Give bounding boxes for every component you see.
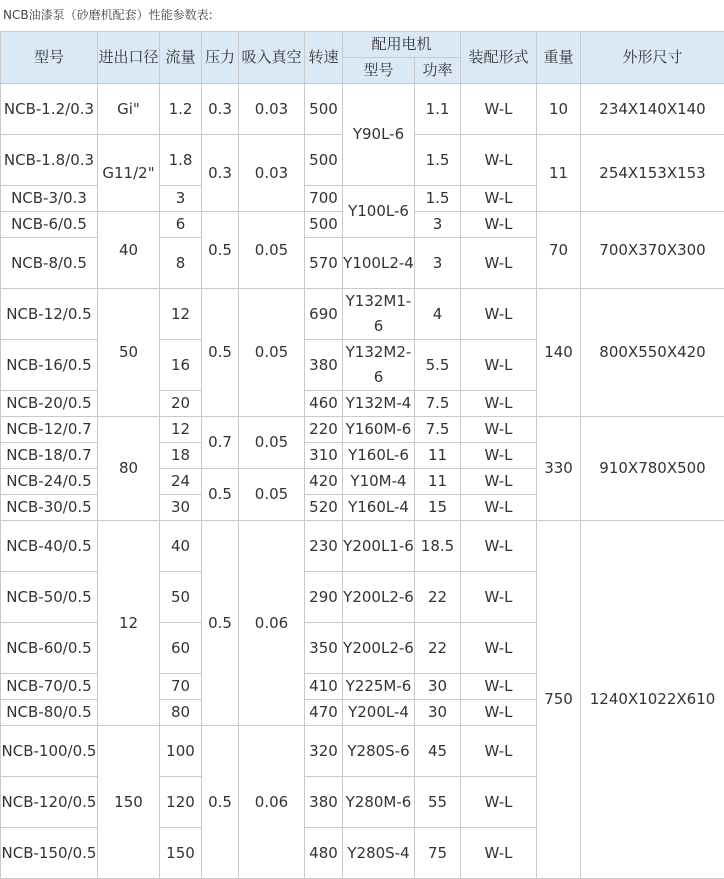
header-weight: 重量 [537,32,581,84]
header-speed: 转速 [305,32,343,84]
cell-model: NCB-100/0.5 [1,726,98,777]
cell-power: 15 [415,495,461,521]
header-motor: 配用电机 [343,32,461,58]
cell-power: 22 [415,572,461,623]
cell-weight: 10 [537,84,581,135]
cell-motor-model: Y280S-4 [343,828,415,879]
cell-model: NCB-1.8/0.3 [1,135,98,186]
cell-port: 40 [98,212,160,289]
cell-assembly: W-L [461,828,537,879]
cell-model: NCB-20/0.5 [1,391,98,417]
cell-power: 30 [415,674,461,700]
cell-speed: 480 [305,828,343,879]
cell-speed: 690 [305,289,343,340]
cell-flow: 24 [160,469,202,495]
cell-flow: 70 [160,674,202,700]
cell-flow: 60 [160,623,202,674]
cell-motor-model: Y160L-6 [343,443,415,469]
cell-dims: 910X780X500 [581,417,724,521]
cell-assembly: W-L [461,777,537,828]
cell-speed: 310 [305,443,343,469]
cell-model: NCB-50/0.5 [1,572,98,623]
header-assembly: 装配形式 [461,32,537,84]
cell-flow: 80 [160,700,202,726]
cell-assembly: W-L [461,572,537,623]
cell-vacuum: 0.05 [239,469,305,521]
cell-motor-model: Y132M-4 [343,391,415,417]
cell-power: 7.5 [415,391,461,417]
cell-speed: 230 [305,521,343,572]
cell-flow: 3 [160,186,202,212]
cell-pressure: 0.5 [202,726,239,879]
cell-flow: 40 [160,521,202,572]
header-motor-power: 功率 [415,58,461,84]
table-row [1,289,724,340]
cell-model: NCB-12/0.5 [1,289,98,340]
cell-assembly: W-L [461,726,537,777]
cell-flow: 18 [160,443,202,469]
cell-assembly: W-L [461,700,537,726]
cell-motor-model: Y200L-4 [343,700,415,726]
cell-flow: 100 [160,726,202,777]
cell-flow: 12 [160,417,202,443]
cell-power: 11 [415,469,461,495]
cell-power: 75 [415,828,461,879]
cell-model: NCB-1.2/0.3 [1,84,98,135]
cell-pressure: 0.3 [202,135,239,212]
cell-model: NCB-150/0.5 [1,828,98,879]
cell-weight: 330 [537,417,581,521]
cell-motor-model: Y100L-6 [343,186,415,238]
cell-power: 1.5 [415,135,461,186]
cell-model: NCB-70/0.5 [1,674,98,700]
cell-power: 18.5 [415,521,461,572]
cell-port: 50 [98,289,160,417]
cell-power: 5.5 [415,340,461,391]
cell-vacuum: 0.05 [239,417,305,469]
cell-flow: 50 [160,572,202,623]
cell-weight: 140 [537,289,581,417]
cell-dims: 700X370X300 [581,212,724,289]
cell-motor-model: Y160L-4 [343,495,415,521]
cell-assembly: W-L [461,495,537,521]
cell-power: 7.5 [415,417,461,443]
cell-flow: 120 [160,777,202,828]
cell-speed: 350 [305,623,343,674]
cell-speed: 500 [305,135,343,186]
cell-flow: 20 [160,391,202,417]
cell-motor-model: Y280M-6 [343,777,415,828]
cell-motor-model: Y280S-6 [343,726,415,777]
cell-assembly: W-L [461,212,537,238]
cell-motor-model: Y132M1-6 [343,289,415,340]
table-row [1,84,724,135]
header-dims: 外形尺寸 [581,32,724,84]
cell-assembly: W-L [461,443,537,469]
cell-model: NCB-30/0.5 [1,495,98,521]
cell-port: 12 [98,521,160,726]
cell-power: 11 [415,443,461,469]
cell-motor-model: Y132M2-6 [343,340,415,391]
header-vacuum: 吸入真空 [239,32,305,84]
cell-model: NCB-18/0.7 [1,443,98,469]
cell-motor-model: Y200L2-6 [343,572,415,623]
cell-model: NCB-80/0.5 [1,700,98,726]
cell-dims: 234X140X140 [581,84,724,135]
cell-dims: 800X550X420 [581,289,724,417]
cell-assembly: W-L [461,623,537,674]
cell-vacuum: 0.05 [239,212,305,289]
cell-flow: 6 [160,212,202,238]
cell-power: 55 [415,777,461,828]
cell-vacuum: 0.06 [239,521,305,726]
cell-assembly: W-L [461,84,537,135]
cell-model: NCB-16/0.5 [1,340,98,391]
cell-speed: 320 [305,726,343,777]
header-row [1,32,724,58]
cell-speed: 380 [305,340,343,391]
cell-speed: 380 [305,777,343,828]
cell-speed: 460 [305,391,343,417]
cell-model: NCB-8/0.5 [1,238,98,289]
cell-motor-model: Y10M-4 [343,469,415,495]
cell-speed: 570 [305,238,343,289]
cell-port: G11/2" [98,135,160,212]
cell-speed: 220 [305,417,343,443]
cell-flow: 30 [160,495,202,521]
cell-pressure: 0.7 [202,417,239,469]
cell-weight: 11 [537,135,581,212]
cell-motor-model: Y225M-6 [343,674,415,700]
cell-dims: 254X153X153 [581,135,724,212]
cell-model: NCB-40/0.5 [1,521,98,572]
cell-assembly: W-L [461,238,537,289]
cell-vacuum: 0.03 [239,84,305,135]
cell-speed: 290 [305,572,343,623]
cell-pressure: 0.5 [202,521,239,726]
cell-model: NCB-3/0.3 [1,186,98,212]
cell-flow: 1.8 [160,135,202,186]
header-pressure: 压力 [202,32,239,84]
cell-model: NCB-120/0.5 [1,777,98,828]
cell-motor-model: Y100L2-4 [343,238,415,289]
cell-pressure: 0.3 [202,84,239,135]
cell-motor-model: Y160M-6 [343,417,415,443]
cell-vacuum: 0.03 [239,135,305,212]
cell-speed: 420 [305,469,343,495]
cell-vacuum: 0.05 [239,289,305,417]
cell-speed: 470 [305,700,343,726]
cell-assembly: W-L [461,186,537,212]
header-motor-model: 型号 [343,58,415,84]
cell-assembly: W-L [461,469,537,495]
cell-assembly: W-L [461,417,537,443]
cell-assembly: W-L [461,289,537,340]
cell-pressure: 0.5 [202,469,239,521]
cell-flow: 8 [160,238,202,289]
cell-power: 1.5 [415,186,461,212]
cell-model: NCB-12/0.7 [1,417,98,443]
cell-assembly: W-L [461,521,537,572]
cell-motor-model: Y200L1-6 [343,521,415,572]
table-caption: NCB油漆泵（砂磨机配套）性能参数表: [0,0,724,31]
cell-flow: 12 [160,289,202,340]
table-row [1,417,724,443]
cell-power: 22 [415,623,461,674]
cell-flow: 1.2 [160,84,202,135]
table-row [1,521,724,572]
cell-speed: 520 [305,495,343,521]
cell-flow: 150 [160,828,202,879]
cell-port: Gi" [98,84,160,135]
cell-assembly: W-L [461,391,537,417]
cell-port: 80 [98,417,160,521]
cell-power: 3 [415,238,461,289]
cell-power: 30 [415,700,461,726]
cell-assembly: W-L [461,135,537,186]
cell-power: 1.1 [415,84,461,135]
cell-power: 3 [415,212,461,238]
cell-power: 4 [415,289,461,340]
cell-model: NCB-60/0.5 [1,623,98,674]
cell-model: NCB-6/0.5 [1,212,98,238]
cell-model: NCB-24/0.5 [1,469,98,495]
cell-speed: 700 [305,186,343,212]
header-port: 进出口径 [98,32,160,84]
cell-speed: 500 [305,84,343,135]
cell-power: 45 [415,726,461,777]
cell-vacuum: 0.06 [239,726,305,879]
cell-dims: 1240X1022X610 [581,521,724,879]
cell-weight: 70 [537,212,581,289]
cell-speed: 410 [305,674,343,700]
cell-assembly: W-L [461,340,537,391]
cell-pressure: 0.5 [202,212,239,289]
cell-motor-model: Y200L2-6 [343,623,415,674]
header-model: 型号 [1,32,98,84]
cell-pressure: 0.5 [202,289,239,417]
cell-flow: 16 [160,340,202,391]
cell-motor-model: Y90L-6 [343,84,415,186]
header-flow: 流量 [160,32,202,84]
cell-speed: 500 [305,212,343,238]
cell-weight: 750 [537,521,581,879]
cell-port: 150 [98,726,160,879]
spec-table [0,31,724,879]
cell-assembly: W-L [461,674,537,700]
